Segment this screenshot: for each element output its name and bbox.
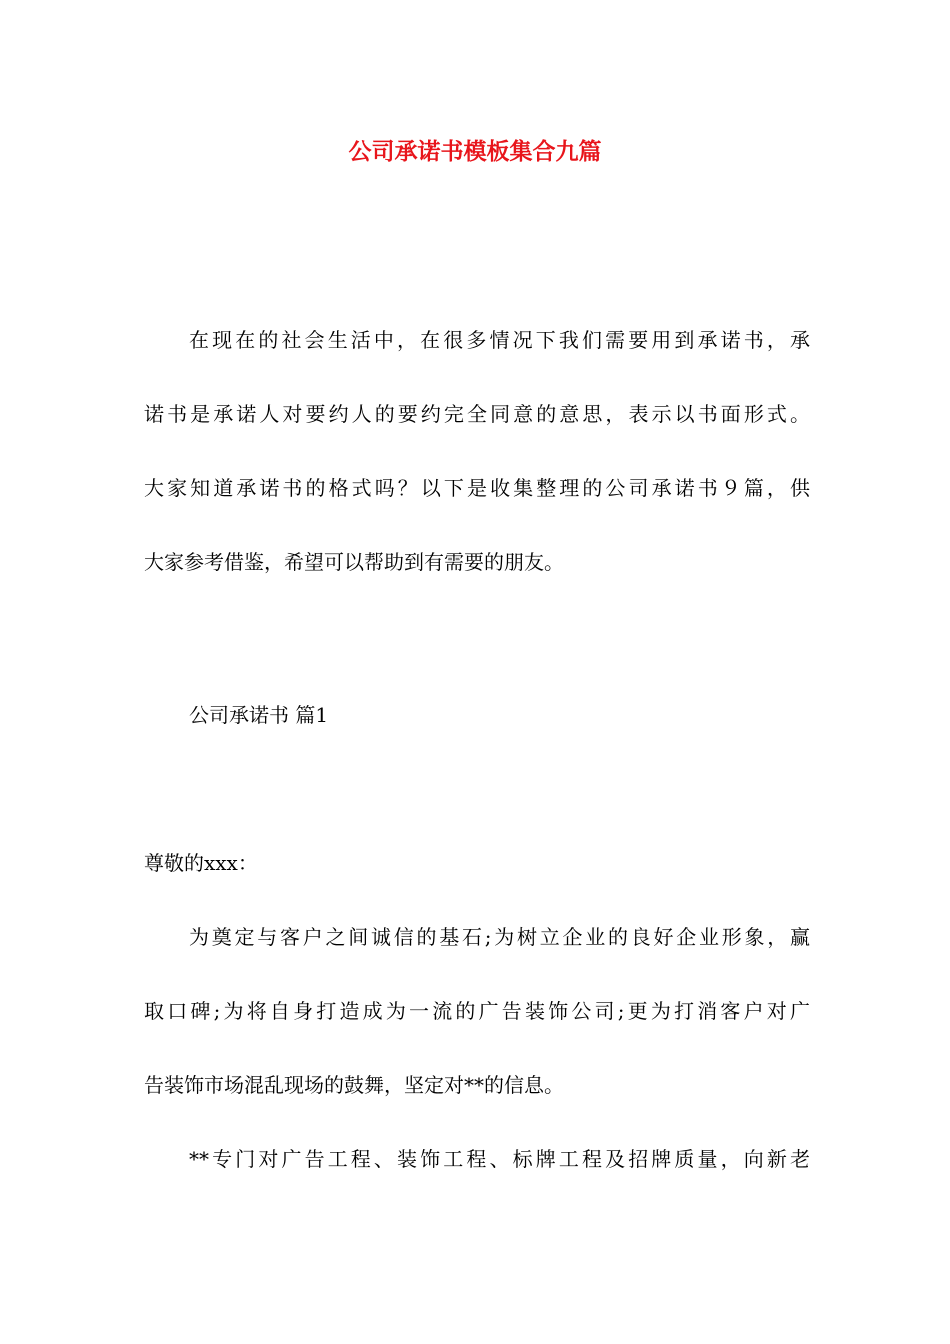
- body-line-1: 为奠定与客户之间诚信的基石;为树立企业的良好企业形象，赢: [189, 925, 810, 949]
- body-line-4: **专门对广告工程、装饰工程、标牌工程及招牌质量，向新老: [189, 1147, 810, 1171]
- intro-line-3: 大家知道承诺书的格式吗？以下是收集整理的公司承诺书９篇，供: [144, 476, 810, 500]
- body-line-2: 取口碑;为将自身打造成为一流的广告装饰公司;更为打消客户对广: [144, 999, 810, 1023]
- intro-line-2: 诺书是承诺人对要约人的要约完全同意的意思，表示以书面形式。: [144, 402, 810, 426]
- intro-line-1: 在现在的社会生活中，在很多情况下我们需要用到承诺书，承: [189, 328, 810, 352]
- body-line-3: 告装饰市场混乱现场的鼓舞，坚定对**的信息。: [144, 1073, 564, 1097]
- document-title: 公司承诺书模板集合九篇: [348, 139, 602, 165]
- section-heading: 公司承诺书 篇1: [189, 703, 329, 727]
- salutation: 尊敬的xxx：: [144, 851, 258, 875]
- intro-line-4: 大家参考借鉴，希望可以帮助到有需要的朋友。: [144, 550, 564, 574]
